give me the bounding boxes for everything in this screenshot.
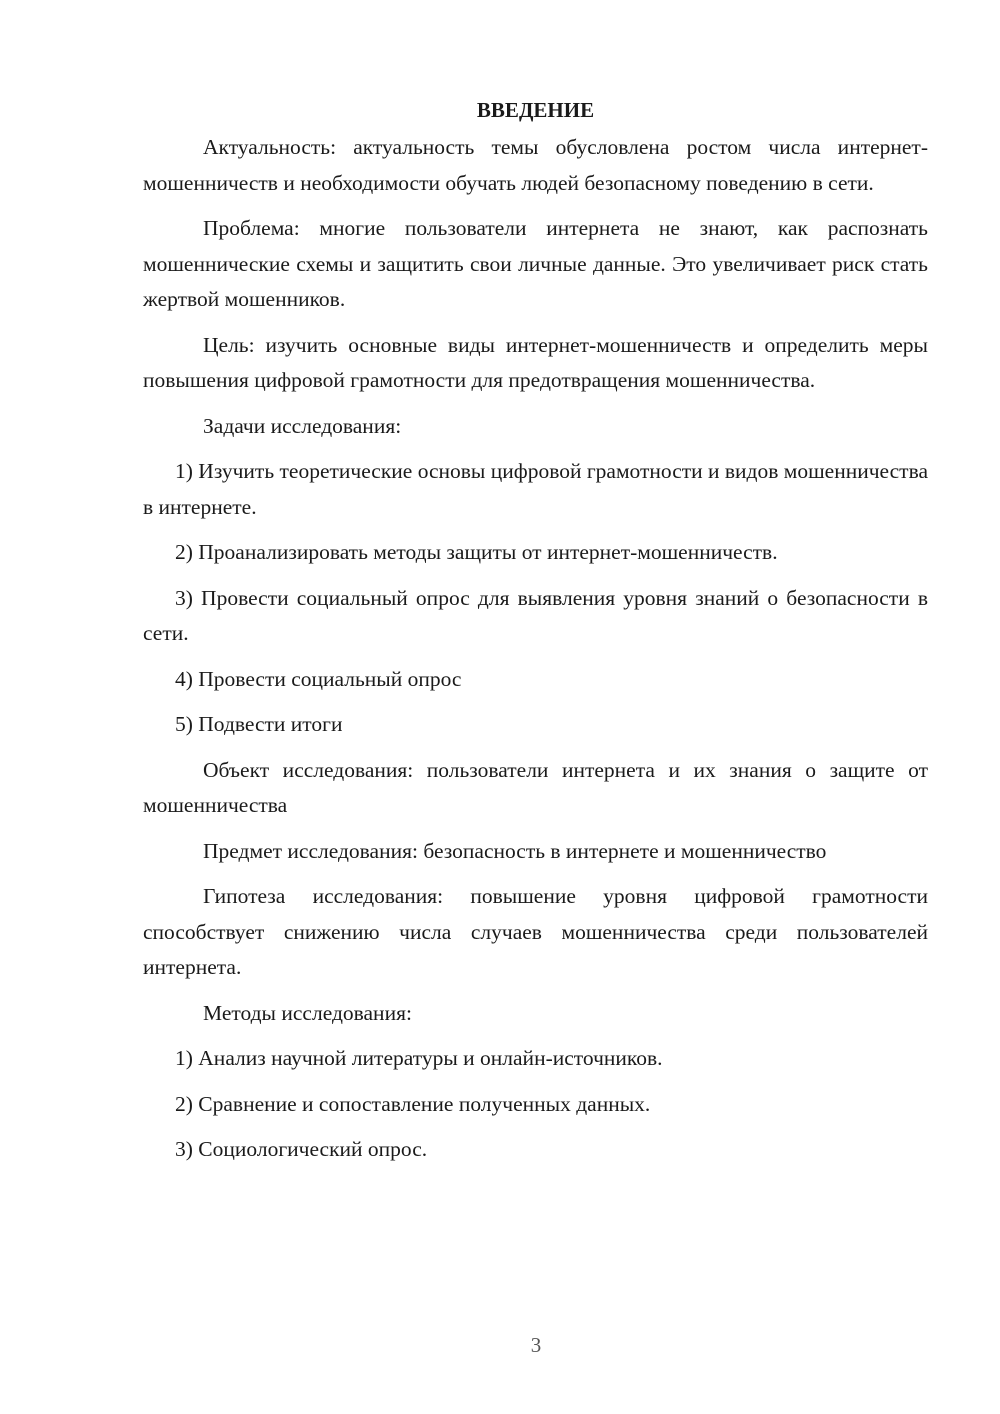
goal-paragraph: Цель: изучить основные виды интернет-мошенничеств и определить меры повышения цифровой грамотности для предотвращения мошенничества.	[143, 332, 928, 392]
task-item-2: 2) Проанализировать методы защиты от интернет-мошенничеств.	[175, 540, 778, 564]
method-item-2: 2) Сравнение и сопоставление полученных данных.	[175, 1091, 651, 1116]
object-paragraph: Объект исследования: пользователи интернета и их знания о защите от мошенничества	[143, 757, 928, 817]
methods-heading: Методы исследования:	[203, 1000, 412, 1025]
relevance-paragraph: Актуальность: актуальность темы обусловлена ростом числа интернет-мошенничеств и необходимости обучать людей безопасному поведению в сети.	[143, 135, 928, 195]
document-page	[143, 92, 928, 1178]
hypothesis-paragraph: Гипотеза исследования: повышение уровня цифровой грамотности способствует снижению числа случаев мошенничества среди пользователей интернета.	[143, 884, 928, 979]
page-number: 3	[530, 1333, 542, 1357]
section-title: ВВЕДЕНИЕ	[476, 98, 595, 122]
task-item-1: 1) Изучить теоретические основы цифровой грамотности и видов мошенничества в интернете.	[143, 459, 928, 519]
subject-paragraph: Предмет исследования: безопасность в интернете и мошенничество	[203, 838, 827, 863]
task-item-4: 4) Провести социальный опрос	[175, 666, 462, 691]
task-item-3: 3) Провести социальный опрос для выявления уровня знаний о безопасности в сети.	[143, 585, 928, 645]
task-item-5: 5) Подвести итоги	[175, 712, 343, 736]
method-item-3: 3) Социологический опрос.	[175, 1137, 428, 1161]
method-item-1: 1) Анализ научной литературы и онлайн-источников.	[175, 1046, 663, 1070]
problem-paragraph: Проблема: многие пользователи интернета не знают, как распознать мошеннические схемы и защитить свои личные данные. Это увеличивает риск стать жертвой мошенников.	[143, 216, 928, 311]
tasks-heading: Задачи исследования:	[203, 413, 402, 438]
